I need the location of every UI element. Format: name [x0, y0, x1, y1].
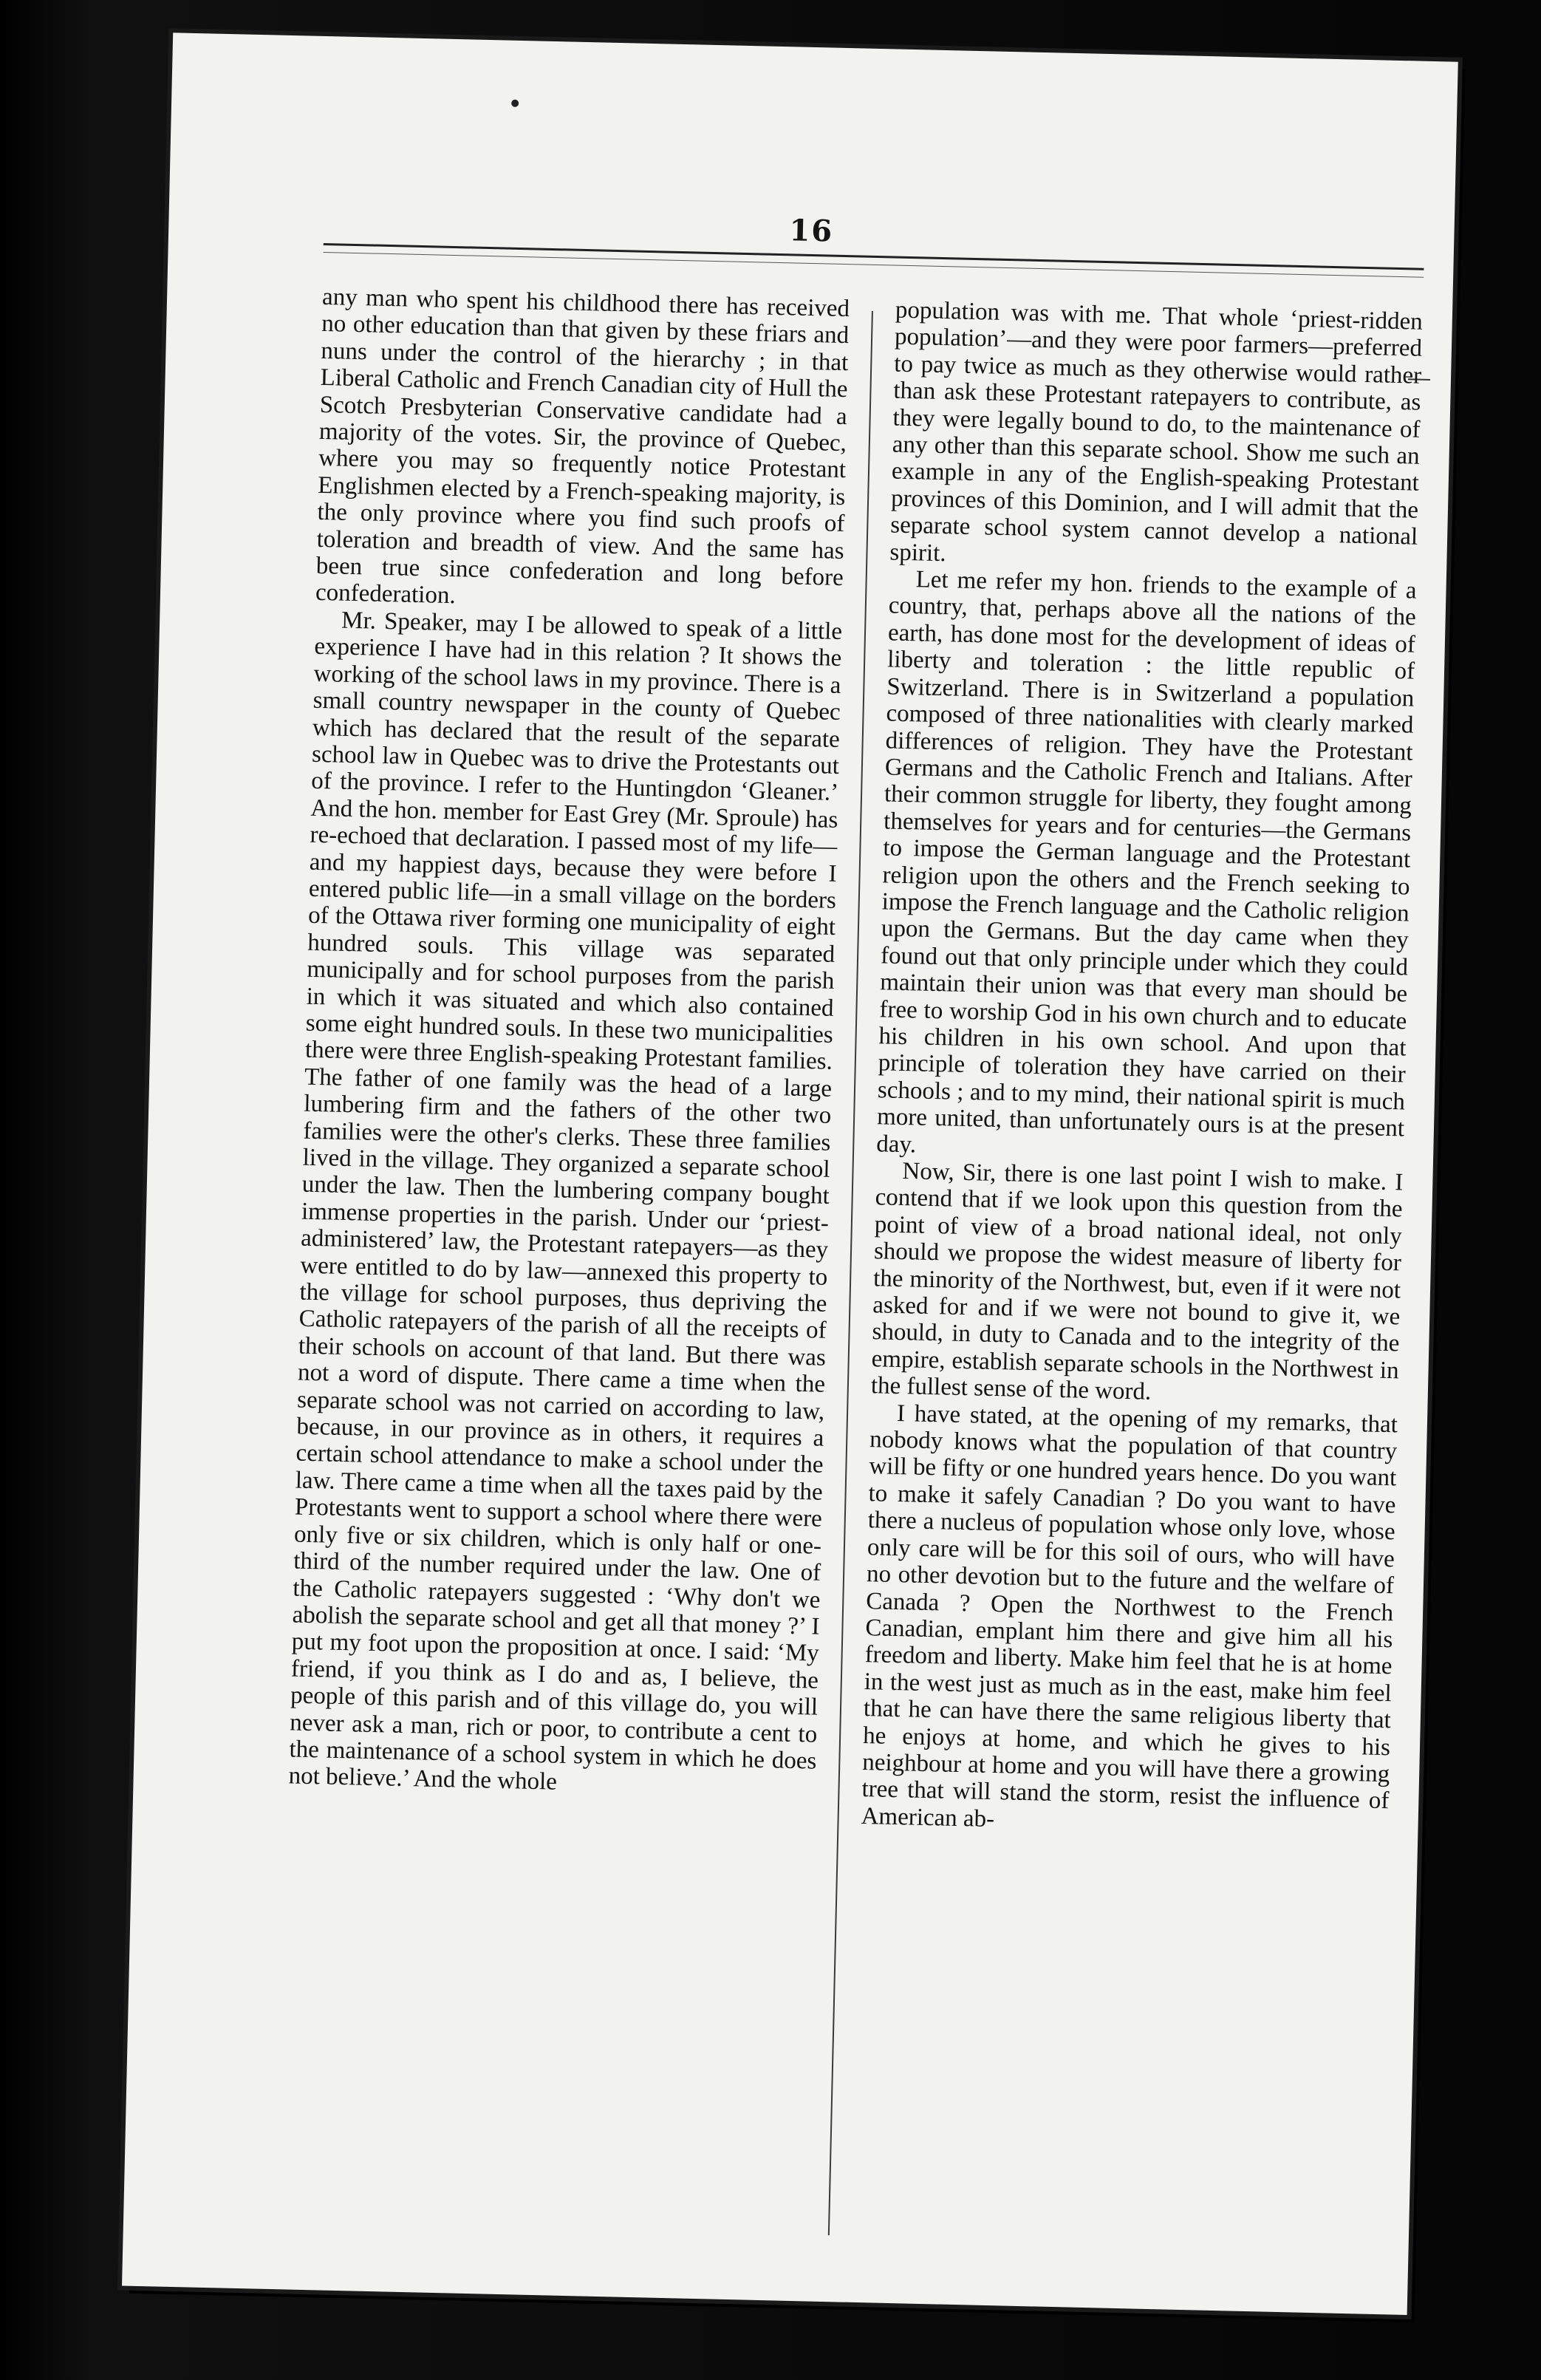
document-page — [122, 33, 1458, 2315]
page-number: 16 — [789, 213, 834, 249]
paragraph: I have stated, at the opening of my remarks, that nobody knows what the population of that country will be fifty or one hundred years hence. Do you want to make it safely Canadian ? Do you want to have there a nucleus of population whose only love, whose only care will be for this soil of ours, who will have no other devotion but to the future and the welfare of Canada ? Open the Northwest to the French Canadian, emplant him there and give him all his freedom and liberty. Make him feel that he is at home in the west just as much as in the east, make him feel that he can have there the same religious liberty that he enjoys at home, and which he gives to his neighbour at home and you will have there a growing tree that will stand the storm, resist the influence of American ab- — [861, 1399, 1398, 1832]
paragraph: Now, Sir, there is one last point I wish to make. I contend that if we look upon this question from the point of view of a broad national ideal, not only should we propose the widest measure of liberty for the minority of the Northwest, but, even if it were not asked for and if we were not bound to give it, we should, in duty to Canada and to the integrity of the empire, establish separate schools in the Northwest in the fullest sense of the word. — [870, 1158, 1404, 1406]
text-columns — [279, 284, 1424, 2263]
left-column — [279, 284, 850, 2250]
ink-speck — [511, 100, 519, 107]
paragraph: population was with me. That whole ‘priest-ridden population’—and they were poor farmers—preferred to pay twice as much as they otherwise would rather than ask these Protestant ratepayers to contribute, as they were legally bound to do, to the maintenance of any other than this separate school. Show me such an example in any of the English-speaking Protestant provinces of this Dominion, and I will admit that the separate school system cannot develop a national spirit. — [889, 296, 1424, 567]
paragraph: Mr. Speaker, may I be allowed to speak of a little experience I have had in this relation ? It shows the working of the school laws in my province. There is a small country newspaper in the county of Quebec which has declared that the result of the separate school law in Quebec was to drive the Protestants out of the province. I refer to the Huntingdon ‘Gleaner.’ And the hon. member for East Grey (Mr. Sproule) has re-echoed that declaration. I passed most of my life—and my happiest days, because they were before I entered public life—in a small village on the borders of the Ottawa river forming one municipality of eight hundred souls. This village was separated municipally and for school purposes from the parish in which it was situated and which also contained some eight hundred souls. In these two municipalities there were three English-speaking Protestant families. The father of one family was the head of a large lumbering firm and the fathers of the other two families were the other's clerks. These three families lived in the village. They organized a separate school under the law. Then the lumbering company bought immense properties in the parish. Under our ‘priest-administered’ law, the Protestant ratepayers—as they were entitled to do by law—annexed this property to the village for school purposes, thus depriving the Catholic ratepayers of the parish of all the receipts of their schools on account of that land. But there was not a word of dispute. There came a time when the separate school was not carried on according to law, because, in our province as in others, it requires a certain school attendance to make a school under the law. There came a time when all the taxes paid by the Protestants went to support a school where there were only five or six children, which is only half or one-third of the number required under the law. One of the Catholic ratepayers suggested : ‘Why don't we abolish the separate school and get all that money ?’ I put my foot upon the proposition at once. I said: ‘My friend, if you think as I do and as, I believe, the people of this parish and of this village do, you will never ask a man, rich or poor, to contribute a cent to the maintenance of a school system in which he does not believe.’ And the whole — [288, 607, 843, 1796]
right-column — [851, 297, 1423, 2263]
paragraph: Let me refer my hon. friends to the example of a country, that, perhaps above all the nations of the earth, has done most for the development of ideas of liberty and toleration : the little republic of Switzerland. There is in Switzerland a population composed of three nationalities with clearly marked differences of religion. They have the Protestant Germans and the Catholic French and Italians. After their common struggle for liberty, they fought among themselves for years and for centuries—the Germans to impose the German language and the Protestant religion upon the others and the French seeking to impose the French language and the Catholic religion upon the Germans. But the day came when they found out that only principle under which they could maintain their union was that every man should be free to worship God in his own church and to educate his children in his own school. And upon that principle of toleration they have carried on their schools ; and to my mind, their national spirit is much more united, than unfortunately ours is at the present day. — [875, 566, 1417, 1159]
header-rule — [324, 243, 1424, 270]
paragraph: any man who spent his childhood there has received no other education than that given by these friars and nuns under the control of the hierarchy ; in that Liberal Catholic and French Canadian city of Hull the Scotch Presbyterian Conservative candidate had a majority of the votes. Sir, the province of Quebec, where you may so frequently notice Protestant Englishmen elected by a French-speaking majority, is the only province where you find such proofs of toleration and breadth of view. And the same has been true since confederation and long before confederation. — [315, 283, 850, 610]
